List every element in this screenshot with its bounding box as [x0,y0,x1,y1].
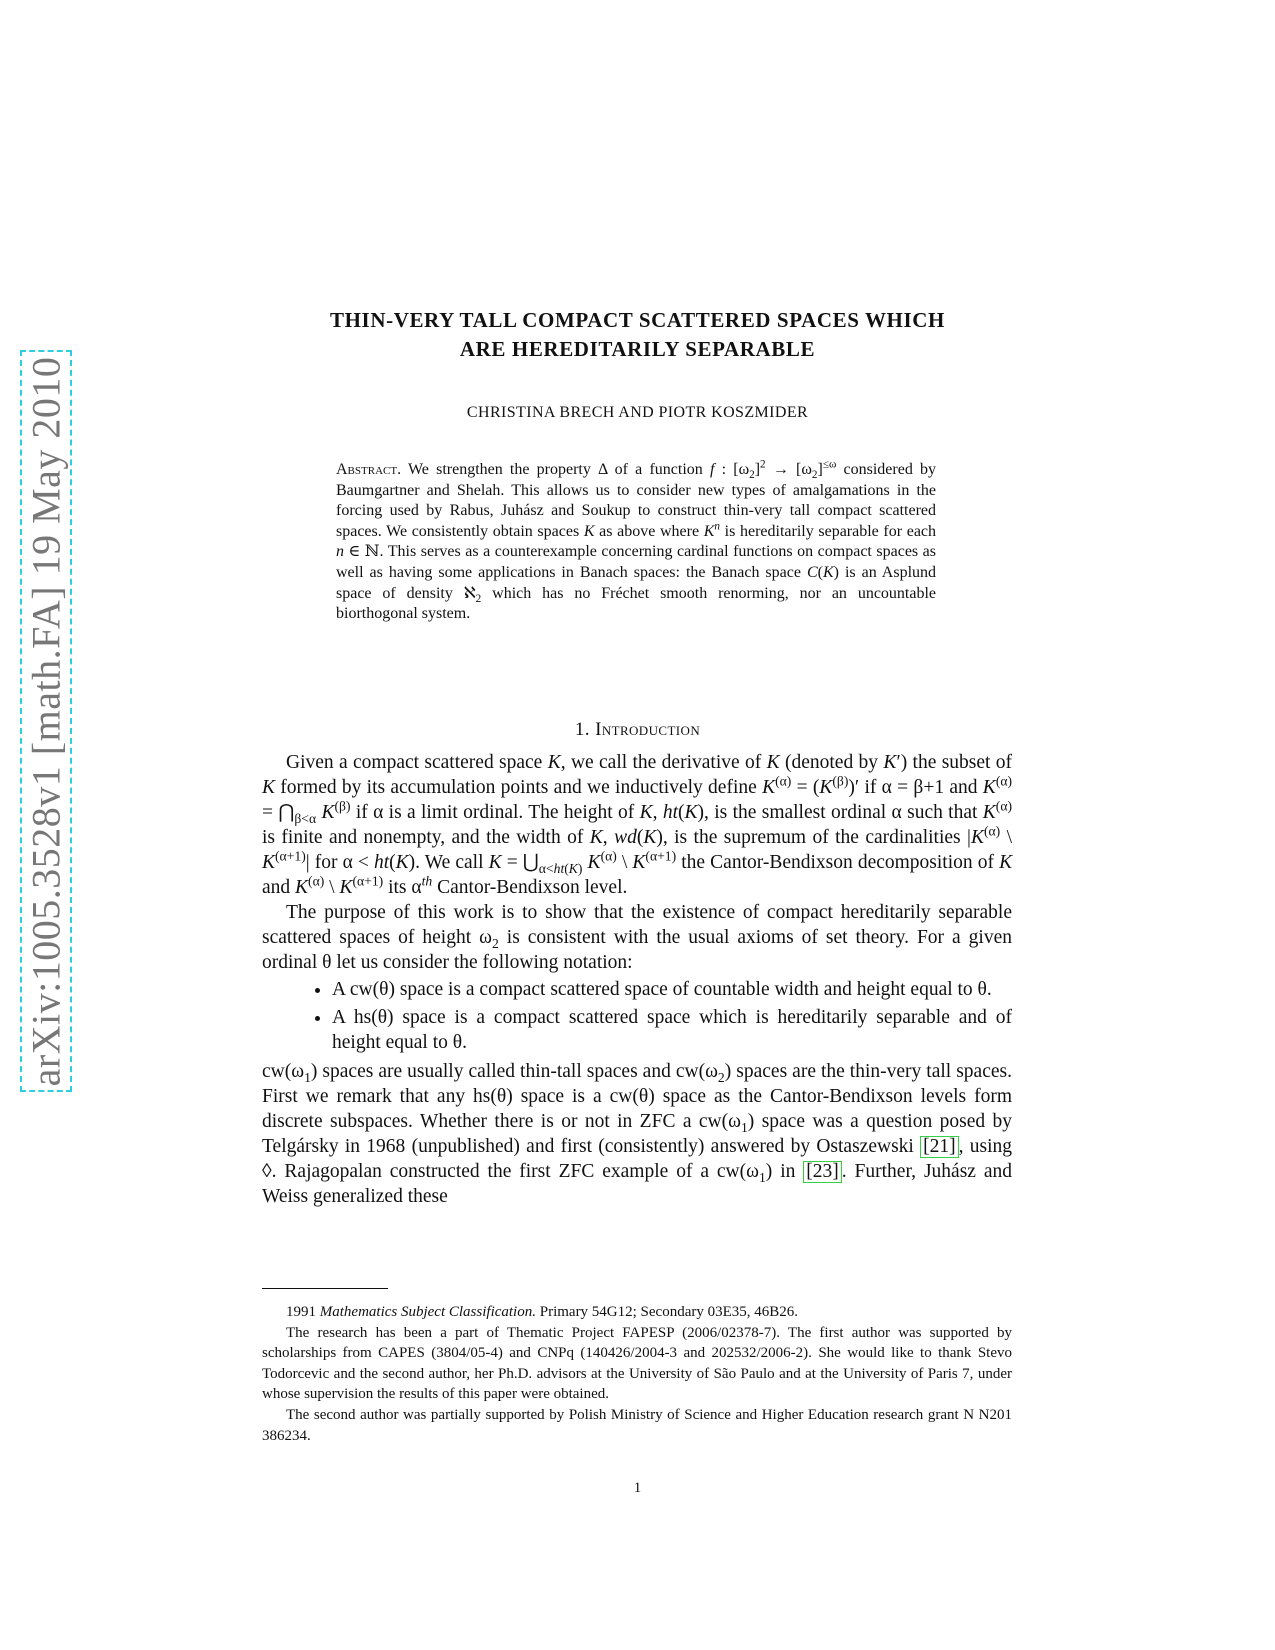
paper-title [200,306,1075,364]
abstract-text-2: considered by Baumgartner and Shelah. This allows us to consider new types of amalgamations in the forcing used by Rabus, Juhász and Soukup to construct thin-very tall compact scattered spaces. We consistently obtain spaces [336,461,937,540]
abstract-text-5: . This serves as a counterexample concerning cardinal functions on compact spaces as well as having some applications in Banach spaces: the Banach space [336,543,937,581]
text-run: The purpose of this work is to show that the existence of compact hereditarily separable scattered spaces of height [262,902,1012,948]
title-line-1: THIN-VERY TALL COMPACT SCATTERED SPACES WHICH [330,308,945,332]
text-run: , is the supremum of the cardinalities [662,827,961,848]
abstract: Abstract. We strengthen the property Δ of a function f : $[\omega_2]^2 \to [\omega_2]^{\le\omega}$ considered by Baumgartner and Shelah. This allows us to consider new types of amalgamations in the forcing used by Rabus, Juhász and Soukup to construct thin-very tall compact scattered spaces. We consistently obtain spaces K as above where $K^n$ is hereditarily separable for each n ∈ ℕ. This serves as a counterexample concerning cardinal functions on compact spaces as well as having some applications in Banach spaces: the Banach space C(K) is an Asplund space of density ℵ$_2$ which has no Fréchet smooth renorming, nor an uncountable biorthogonal system. [336,458,937,623]
notation-list [262,977,1012,1055]
section-heading-introduction [200,719,1075,741]
text-run: Primary 54G12; Secondary 03E35, 46B26. [539,1304,799,1320]
footnote-funding-2: The second author was partially supported by Polish Ministry of Science and Higher Education research grant N N201 386234. [262,1406,1012,1444]
footnote-msc [262,1302,1012,1323]
text-run: . Further, Juhász and Weiss generalized these [262,1161,1012,1207]
text-run: formed by its accumulation points and we inductively define [280,777,757,798]
text-run: , [652,802,658,823]
introduction-body [262,750,1012,1209]
text-run: space was a question posed by Telgársky in 1968 (unpublished) and first (consistently) answered by Ostaszewski [262,1111,1012,1157]
title-line-2: ARE HEREDITARILY SEPARABLE [459,337,816,361]
intro-paragraph-1: Given a compact scattered space K, we call the derivative of K (denoted by K′) the subset of K formed by its accumulation points and we inductively define $K^{(\alpha)} = (K^{(\beta)})'$ if α = β+1 and $K^{(\alpha)}$ = $⋂_{\beta<\alpha}$ $K^{(\beta)}$ if α is a limit ordinal. The height of K, ht(K), is the smallest ordinal α such that $K^{(\alpha)}$ is finite and nonempty, and the width of K, wd(K), is the supremum of the cardinalities $|K^{(\alpha)}$ \ $K^{(\alpha+1)}|$ for α < ht(K). We call $K = ⋃_{\alpha<ht(K)}$ $K^{(\alpha)}$ \ $K^{(\alpha+1)}$ the Cantor-Bendixson decomposition of K and $K^{(\alpha)}$ \ $K^{(\alpha+1)}$ its $\alpha^{th}$ Cantor-Bendixson level. [262,752,1013,898]
abstract-text-6: is an Asplund space of density ℵ [336,563,937,602]
text-run: if α is a limit ordinal. The height of [355,802,635,823]
text-run: , is the smallest ordinal α such that [704,802,978,823]
intro-paragraph-2: The purpose of this work is to show that the existence of compact hereditarily separable scattered spaces of height $\omega_2$ is consistent with the usual axioms of set theory. For a given ordinal θ let us consider the following notation: [262,902,1013,973]
text-run: , using ◊. Rajagopalan constructed the first ZFC example of a [262,1136,1013,1182]
arxiv-sidebar-stamp[interactable] [20,350,72,1092]
footnote-funding-1: The research has been a part of Thematic Project FAPESP (2006/02378-7). The first author was supported by scholarships from CAPES (3804/05-4) and CNPq (140426/2004-3 and 202532/2006-2). She would like to thank Stevo Todorcevic and the second author, her Ph.D. advisors at the University of São Paulo and at the University of Paris 7, under whose supervision the results of this paper were obtained. [262,1324,1012,1403]
text-run: 1991 [286,1304,316,1320]
abstract-text-7: which has no Fréchet smooth renorming, nor an uncountable biorthogonal system. [336,584,937,623]
text-run: and [949,777,978,798]
text-run: . We call [415,852,484,873]
text-run: is consistent with the usual axioms of set theory. For a given ordinal θ let us consider the following notation: [262,927,1013,973]
text-run: ) the subset of [900,752,1013,773]
section-number: 1. [574,719,590,740]
text-run: and [262,877,291,898]
list-item: • A hs(θ) space is a compact scattered space which is hereditarily separable and of height equal to θ. [332,1005,1012,1055]
footnote-divider [262,1288,388,1289]
arxiv-id-label: arXiv:1005.3528v1 [math.FA] 19 May 2010 [23,356,69,1086]
page-number: 1 [633,1480,642,1496]
text-run: Mathematics Subject Classification. [319,1304,536,1320]
text-run: , we call the derivative of [560,752,762,773]
text-run: (denoted by [784,752,879,773]
section-title: Introduction [595,719,701,740]
text-run: is finite and nonempty, and the width of [262,827,584,848]
text-run: spaces are the thin-very tall spaces. First we remark that any hs(θ) space is a cw(θ) space as the Cantor-Bendixson levels form discrete subspaces. Whether there is or not in ZFC a [262,1061,1012,1132]
abstract-label: Abstract. [336,461,402,478]
text-run: if [864,777,877,798]
abstract-text-4: is hereditarily separable for each [724,522,937,540]
text-run: Cantor-Bendixson level. [437,877,628,898]
paper-authors: CHRISTINA BRECH AND PIOTR KOSZMIDER [466,404,809,421]
text-run: the Cantor-Bendixson decomposition of [681,852,994,873]
footnotes [262,1302,1012,1446]
text-run: spaces are usually called thin-tall spaces and [322,1061,671,1082]
abstract-text-3: as above where [599,522,700,540]
text-run: , [602,827,608,848]
text-run: Given a compact scattered space [286,752,543,773]
abstract-text-1: We strengthen the property Δ of a function [407,461,703,478]
text-run: for [314,852,338,873]
text-run: in [780,1161,796,1182]
list-item: • A cw(θ) space is a compact scattered space of countable width and height equal to θ. [332,977,1012,1002]
citation-link-21[interactable]: [21] [920,1136,959,1158]
citation-link-23[interactable]: [23] [803,1161,842,1183]
intro-paragraph-3: $cw(\omega_1)$ spaces are usually called thin-tall spaces and $cw(\omega_2)$ spaces are the thin-very tall spaces. First we remark that any hs(θ) space is a cw(θ) space as the Cantor-Bendixson levels form discrete subspaces. Whether there is or not in ZFC a $cw(\omega_1)$ space was a question posed by Telgársky in 1968 (unpublished) and first (consistently) answered by Ostaszewski [21] , using ◊. Rajagopalan constructed the first ZFC example of a $cw(\omega_1)$ in [23] . Further, Juhász and Weiss generalized these [262,1061,1013,1207]
text-run: its [388,877,407,898]
